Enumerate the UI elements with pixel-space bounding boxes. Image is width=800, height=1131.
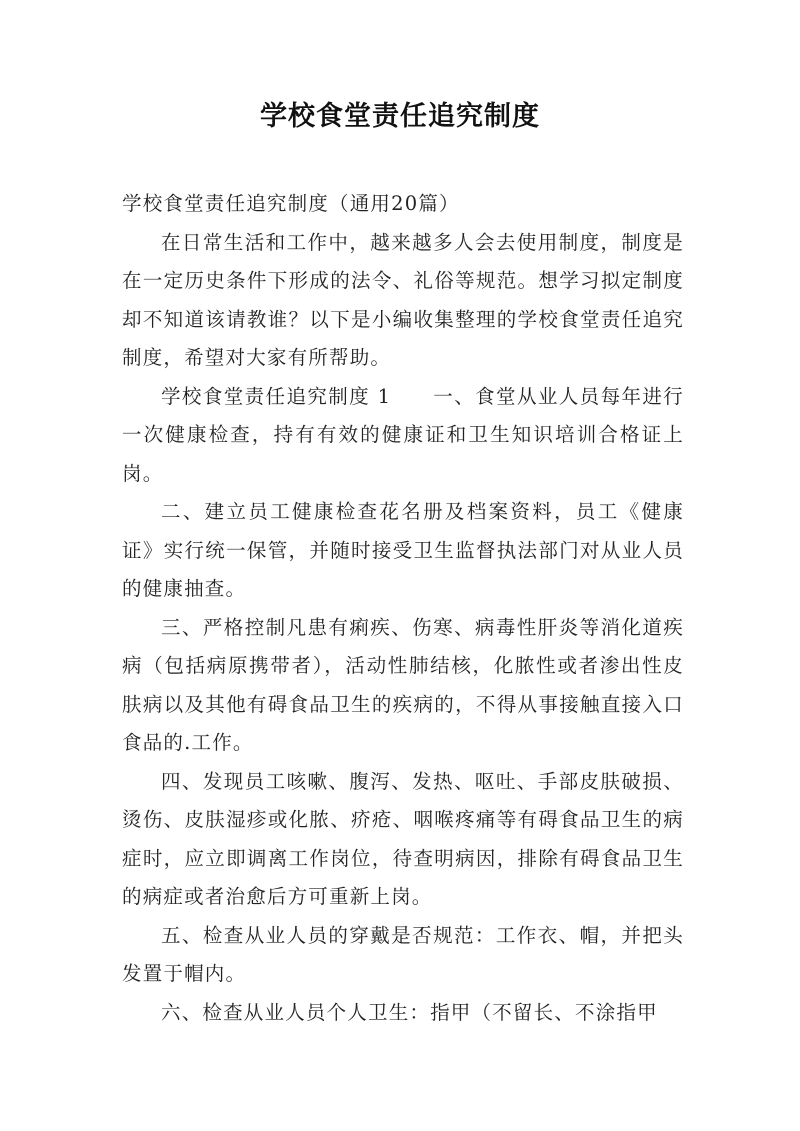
paragraph-item-6: 六、检查从业人员个人卫生：指甲（不留长、不涂指甲	[161, 1000, 658, 1024]
paragraph-item-4: 四、发现员工咳嗽、腹泻、发热、呕吐、手部皮肤破损、烫伤、皮肤湿疹或化脓、疥疮、咽喉疼痛等有碍食品卫生的病症时，应立即调离工作岗位，待查明病因，排除有碍食品卫生的病症或者治愈后方可重新上岗。	[122, 769, 684, 908]
document-body	[122, 185, 684, 1032]
document-title: 学校食堂责任追究制度	[260, 101, 540, 132]
intro-paragraph: 在日常生活和工作中，越来越多人会去使用制度，制度是在一定历史条件下形成的法令、礼俗等规范。想学习拟定制度却不知道该请教谁？以下是小编收集整理的学校食堂责任追究制度，希望对大家有所帮助。	[122, 230, 684, 369]
paragraph-item-5: 五、检查从业人员的穿戴是否规范：工作衣、帽，并把头发置于帽内。	[122, 923, 684, 985]
document-subtitle: 学校食堂责任追究制度（通用20篇）	[122, 192, 460, 215]
paragraph-item-3: 三、严格控制凡患有痢疾、伤寒、病毒性肝炎等消化道疾病（包括病原携带者），活动性肺结核，化脓性或者渗出性皮肤病以及其他有碍食品卫生的疾病的，不得从事接触直接入口食品的.工作。	[122, 615, 684, 754]
paragraph-item-2: 二、建立员工健康检查花名册及档案资料，员工《健康证》实行统一保管，并随时接受卫生监督执法部门对从业人员的健康抽查。	[122, 500, 684, 600]
paragraph-item-1: 学校食堂责任追究制度 1 一、食堂从业人员每年进行一次健康检查，持有有效的健康证和卫生知识培训合格证上岗。	[122, 384, 684, 485]
